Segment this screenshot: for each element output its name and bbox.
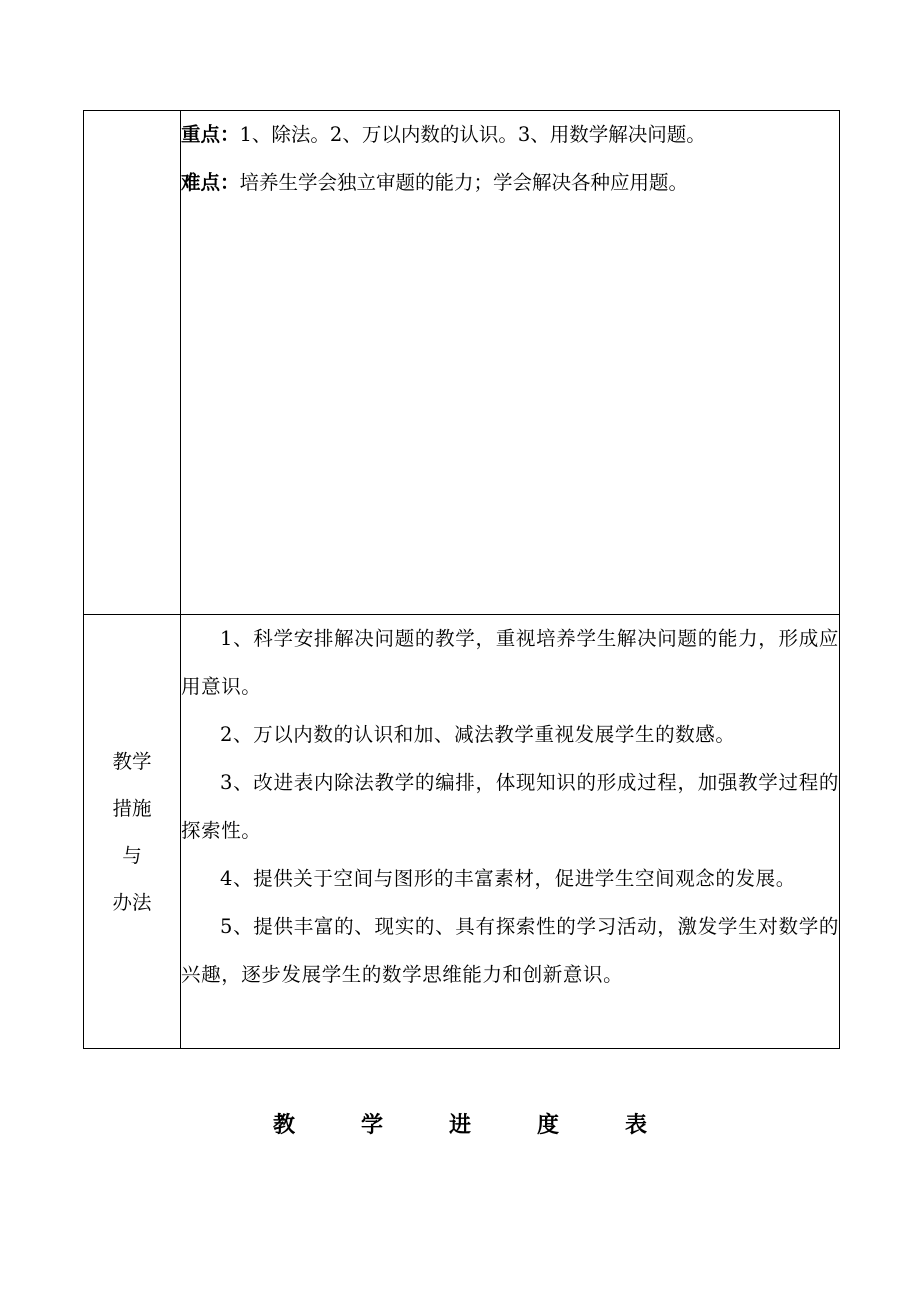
measure-item: 4、提供关于空间与图形的丰富素材，促进学生空间观念的发展。 [220, 867, 796, 890]
measures-cell [181, 615, 840, 1049]
plan-table [83, 110, 840, 1049]
measures-label-line: 措施 [112, 796, 152, 820]
measures-label-line: 办法 [112, 890, 152, 914]
measure-item: 5、提供丰富的、现实的、具有探索性的学习活动，激发学生对数学的兴趣，逐步发展学生的数学思维能力和创新意识。 [181, 915, 839, 986]
measures-label-line: 与 [122, 843, 142, 867]
key-points-label: 重点： [181, 123, 240, 146]
row-label-empty [84, 111, 181, 615]
key-points-line [181, 111, 839, 159]
focus-cell [181, 111, 840, 615]
schedule-title: 教学进度表 [272, 1112, 713, 1138]
difficulties-text: 培养生学会独立审题的能力；学会解决各种应用题。 [239, 171, 689, 194]
measure-item: 1、科学安排解决问题的教学，重视培养学生解决问题的能力，形成应用意识。 [181, 627, 839, 698]
difficulties-label: 难点： [181, 171, 240, 194]
table-row-measures [84, 615, 840, 1049]
measure-item: 2、万以内数的认识和加、减法教学重视发展学生的数感。 [220, 723, 736, 746]
key-points-text: 1、除法。2、万以内数的认识。3、用数学解决问题。 [239, 123, 706, 146]
measure-item: 3、改进表内除法教学的编排，体现知识的形成过程，加强教学过程的探索性。 [181, 771, 839, 842]
measures-label-cell [84, 615, 181, 1049]
difficulties-line [181, 159, 839, 207]
measures-label-line: 教学 [112, 749, 152, 773]
table-row-focus [84, 111, 840, 615]
